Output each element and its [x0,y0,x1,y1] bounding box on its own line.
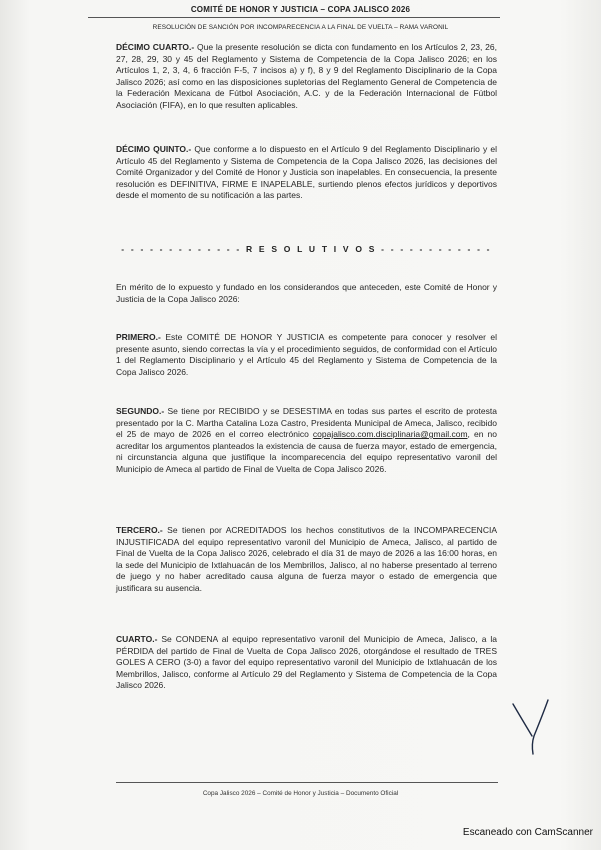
paragraph-text: Se tienen por ACREDITADOS los hechos constitutivos de la INCOMPARECENCIA INJUSTIFICADA del equipo representativo varonil del Municipio de Ameca, Jalisco, al partido de Final de Vuelta de la Copa Jalisco 2026, celebrado el día 31 de mayo de 2026 a las 16:00 horas, en la sede del Municipio de Ixtlahuacán de los Membrillos, Jalisco, al no haberse presentado al terreno de juego y no haber acreditado causa alguna de fuerza mayor o estado de emergencia que justificara su ausencia. [116,525,497,593]
paragraph-text: Este COMITÉ DE HONOR Y JUSTICIA es competente para conocer y resolver el presente asunto, siendo correctas la vía y el procedimiento seguidos, de conformidad con el Artículo 1 del Reglamento Disciplinario y el Artículo 45 del Reglamento y Sistema de Competencia de la Copa Jalisco 2026. [116,332,497,377]
resolutivos-heading: - - - - - - - - - - - - - R E S O L U T I V O S - - - - - - - - - - - - [121,244,492,254]
footer-text: Copa Jalisco 2026 – Comité de Honor y Justicia – Documento Oficial [202,790,399,797]
paragraph-intro: En mérito de lo expuesto y fundado en los considerandos que anteceden, este Comité de Honor y Justicia de la Copa Jalisco 2026: [116,282,497,304]
paragraph-primero [116,332,497,378]
paragraph-lead: TERCERO.- [116,525,163,535]
paragraph-text: Se tiene por RECIBIDO y se DESESTIMA en todas sus partes el escrito de protesta presentado por la C. Martha Catalina Loza Castro, Presidenta Municipal de Ameca, Jalisco, recibido el 25 de mayo de 2026 en el correo electrónico [116,406,497,439]
paragraph-text: Que la presente resolución se dicta con fundamento en los Artículos 2, 23, 26, 27, 28, 29, 30 y 45 del Reglamento y Sistema de Competencia de la Copa Jalisco 2026; en los Artículos 1, 2, 3, 4, 6 fracción F-5, 7 incisos a) y f), 8 y 9 del Reglamento Disciplinario de la Copa Jalisco 2026; así como en las disposiciones supletorias del Reglamento General de Competencia de la Federación Mexicana de Fútbol Asociación, A.C. y de la Federación Internacional de Fútbol Asociación (FIFA), en lo que resulten aplicables. [116,42,497,110]
footer-divider [116,782,498,783]
camscanner-watermark: Escaneado con CamScanner [462,827,593,838]
email-address: copajalisco.com.disciplinaria@gmail.com [312,429,468,439]
paragraph-decimo-cuarto [116,42,497,111]
paragraph-segundo [116,406,497,475]
handwritten-signature [510,696,554,756]
header-title: COMITÉ DE HONOR Y JUSTICIA – COPA JALISCO 2026 [190,5,411,14]
paragraph-lead: SEGUNDO.- [116,406,165,416]
paragraph-tercero [116,525,497,594]
paragraph-lead: CUARTO.- [116,634,158,644]
paragraph-lead: PRIMERO.- [116,332,161,342]
paragraph-text: Se CONDENA al equipo representativo varonil del Municipio de Ameca, Jalisco, a la PÉRDIDA del partido de Final de Vuelta de Copa Jalisco 2026, otorgándose el resultado de TRES GOLES A CERO (3-0) a favor del equipo representativo varonil del Municipio de Ixtlahuacán de los Membrillos, Jalisco, conforme al Artículo 29 del Reglamento y Sistema de Competencia de la Copa Jalisco 2026. [116,634,497,690]
paragraph-text: Que conforme a lo dispuesto en el Artículo 9 del Reglamento Disciplinario y el Artículo 45 del Reglamento y Sistema de Competencia de la Copa Jalisco 2026, las decisiones del Comité Organizador y del Comité de Honor y Justicia son inapelables. En consecuencia, la presente resolución es DEFINITIVA, FIRME E INAPELABLE, surtiendo plenos efectos jurídicos y deportivos desde el momento de su notificación a las partes. [116,144,497,200]
header-subtitle: RESOLUCIÓN DE SANCIÓN POR INCOMPARECENCIA A LA FINAL DE VUELTA – RAMA VARONIL [152,24,449,31]
paragraph-lead: DÉCIMO CUARTO.- [116,42,195,52]
paragraph-decimo-quinto [116,144,497,202]
paragraph-text: , en no acreditar los argumentos planteados la existencia de causa de fuerza mayor, estado de emergencia, ni circunstancia alguna que justifique la incomparecencia del equipo representativo varonil del Municipio de Ameca al partido de Final de Vuelta de Copa Jalisco 2026. [116,429,497,474]
paragraph-cuarto [116,634,497,692]
paragraph-lead: DÉCIMO QUINTO.- [116,144,192,154]
header-divider [88,17,500,18]
